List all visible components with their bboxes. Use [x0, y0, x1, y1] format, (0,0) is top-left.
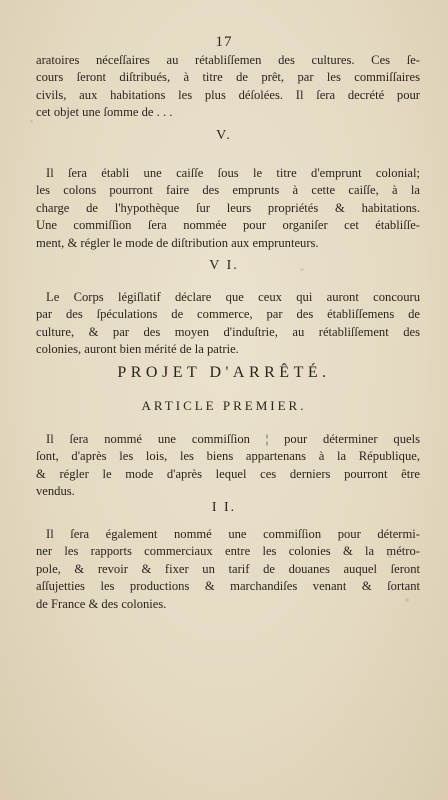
paragraph-cultures — [36, 52, 420, 122]
text-line: aratoires néceſſaires au rétabliſſemen des cultures. Ces ſe- — [36, 53, 420, 67]
text-line: de France & des colonies. — [36, 596, 167, 611]
text-line: Il ſera établi une caiſſe ſous le titre d'emprunt colonial; — [46, 166, 420, 180]
text-line: par des ſpéculations de commerce, par des établiſſemens de — [36, 307, 420, 322]
text-line: pole, & revoir & fixer un tarif de douanes auquel ſeront — [36, 561, 420, 576]
text-line: Une commiſſion ſera nommée pour organiſer cet établiſſe- — [36, 218, 420, 233]
text-line: aſſujetties les productions & marchandiſes venant & ſortant — [36, 579, 420, 594]
section-heading-v: V. — [216, 128, 232, 143]
text-line: les colons pourront faire des emprunts à cette caiſſe, à la — [36, 183, 420, 198]
text-line: cours ſeront diſtribués, à titre de prêt, par les commiſſaires — [36, 70, 420, 85]
text-line: cet objet une ſomme de . . . — [36, 105, 173, 120]
text-line: Il ſera également nommé une commiſſion pour détermi- — [46, 527, 420, 541]
text-line: civils, aux habitations les plus déſolées. Il ſera decrété pour — [36, 87, 420, 102]
text-line: colonies, auront bien mérité de la patrie. — [36, 342, 239, 357]
paragraph-commission-biens — [36, 431, 420, 501]
text-line: ſont, d'après les lois, les biens appartenans à la République, — [36, 449, 420, 464]
text-line: ner les rapports commerciaux entre les colonies & la métro- — [36, 544, 420, 559]
text-line: vendus. — [36, 484, 75, 499]
text-line: Le Corps légiſlatif déclare que ceux qui auront concouru — [46, 290, 420, 304]
section-heading-vi: V I. — [209, 258, 239, 273]
section-heading-ii: I I. — [211, 500, 237, 515]
text-line: Il ſera nommé une commiſſion ¦ pour déterminer quels — [46, 432, 420, 446]
title-article-premier: ARTICLE PREMIER. — [141, 398, 307, 413]
paragraph-corps-legislatif — [36, 289, 420, 359]
paper-stain — [30, 120, 33, 123]
text-line: culture, & par des moyen d'induſtrie, au rétabliſſement des — [36, 324, 420, 339]
paragraph-caisse — [36, 165, 420, 252]
paragraph-commission-commerce — [36, 526, 420, 613]
text-line: charge de l'hypothèque ſur leurs propriétés & habitations. — [36, 200, 420, 215]
text-line: ment, & régler le mode de diſtribution aux emprunteurs. — [36, 235, 319, 250]
title-projet-arrete: PROJET D'ARRÊTÉ. — [117, 364, 331, 381]
page-number: 17 — [215, 34, 233, 50]
text-line: & régler le mode d'après lequel ces derniers pourront être — [36, 466, 420, 481]
